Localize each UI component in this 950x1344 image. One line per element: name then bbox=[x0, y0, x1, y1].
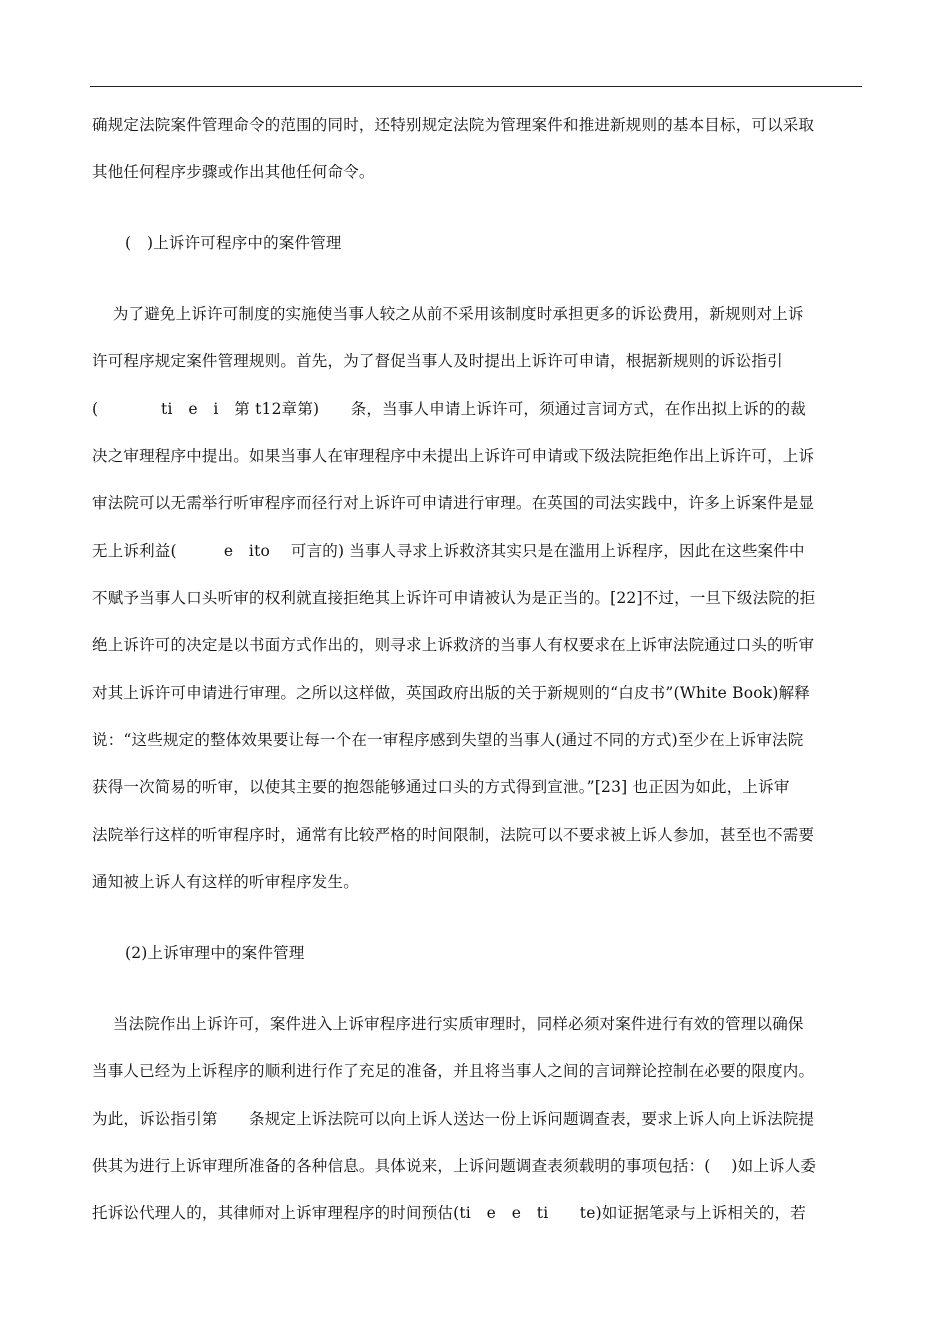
text-line: ( ti e i 第 t12章第) 条，当事人申请上诉许可，须通过言词方式，在作出拟上诉的的裁 bbox=[92, 400, 806, 418]
text-line: 不赋予当事人口头听审的权利就直接拒绝其上诉许可申请被认为是正当的。[22]不过，一旦下级法院的拒 bbox=[92, 589, 816, 607]
section-heading: ( )上诉许可程序中的案件管理 bbox=[125, 234, 342, 252]
text-line: 通知被上诉人有这样的听审程序发生。 bbox=[92, 873, 359, 891]
text-line: 许可程序规定案件管理规则。首先，为了督促当事人及时提出上诉许可申请，根据新规则的诉讼指引 bbox=[92, 352, 783, 370]
text-line: 其他任何程序步骤或作出其他任何命令。 bbox=[92, 163, 375, 181]
text-line: 法院举行这样的听审程序时，通常有比较严格的时间限制，法院可以不要求被上诉人参加，甚至也不需要 bbox=[92, 826, 815, 844]
text-line: 审法院可以无需举行听审程序而径行对上诉许可申请进行审理。在英国的司法实践中，许多上诉案件是显 bbox=[92, 494, 815, 512]
text-line: 为此，诉讼指引第 条规定上诉法院可以向上诉人送达一份上诉问题调查表，要求上诉人向上诉法院提 bbox=[92, 1110, 815, 1128]
text-line: 获得一次简易的听审，以使其主要的抱怨能够通过口头的方式得到宣泄。”[23] 也正因为如此，上诉审 bbox=[92, 778, 790, 796]
text-line: 托诉讼代理人的，其律师对上诉审理程序的时间预估(ti e e ti te)如证据笔录与上诉相关的，若 bbox=[92, 1204, 806, 1222]
text-line: 当法院作出上诉许可，案件进入上诉审程序进行实质审理时，同样必须对案件进行有效的管理以确保 bbox=[92, 1015, 804, 1033]
section-heading: (2)上诉审理中的案件管理 bbox=[125, 944, 305, 962]
text-line: 供其为进行上诉审理所准备的各种信息。具体说来，上诉问题调查表须载明的事项包括：( )如上诉人委 bbox=[92, 1157, 817, 1175]
text-line: 无上诉利益( e ito 可言的) 当事人寻求上诉救济其实只是在滥用上诉程序，因此在这些案件中 bbox=[92, 542, 805, 560]
text-line: 绝上诉许可的决定是以书面方式作出的，则寻求上诉救济的当事人有权要求在上诉审法院通过口头的听审 bbox=[92, 636, 815, 654]
header-rule bbox=[90, 86, 862, 87]
text-line: 对其上诉许可申请进行审理。之所以这样做，英国政府出版的关于新规则的“白皮书”(White Book)解释 bbox=[92, 684, 810, 702]
text-line: 为了避免上诉许可制度的实施使当事人较之从前不采用该制度时承担更多的诉讼费用，新规则对上诉 bbox=[92, 305, 804, 323]
text-line: 确规定法院案件管理命令的范围的同时，还特别规定法院为管理案件和推进新规则的基本目标，可以采取 bbox=[92, 116, 815, 134]
text-line: 决之审理程序中提出。如果当事人在审理程序中未提出上诉许可申请或下级法院拒绝作出上诉许可，上诉 bbox=[92, 447, 815, 465]
text-line: 说：“这些规定的整体效果要让每一个在一审程序感到失望的当事人(通过不同的方式)至少在上诉审法院 bbox=[92, 731, 804, 749]
text-line: 当事人已经为上诉程序的顺利进行作了充足的准备，并且将当事人之间的言词辩论控制在必要的限度内。 bbox=[92, 1062, 815, 1080]
